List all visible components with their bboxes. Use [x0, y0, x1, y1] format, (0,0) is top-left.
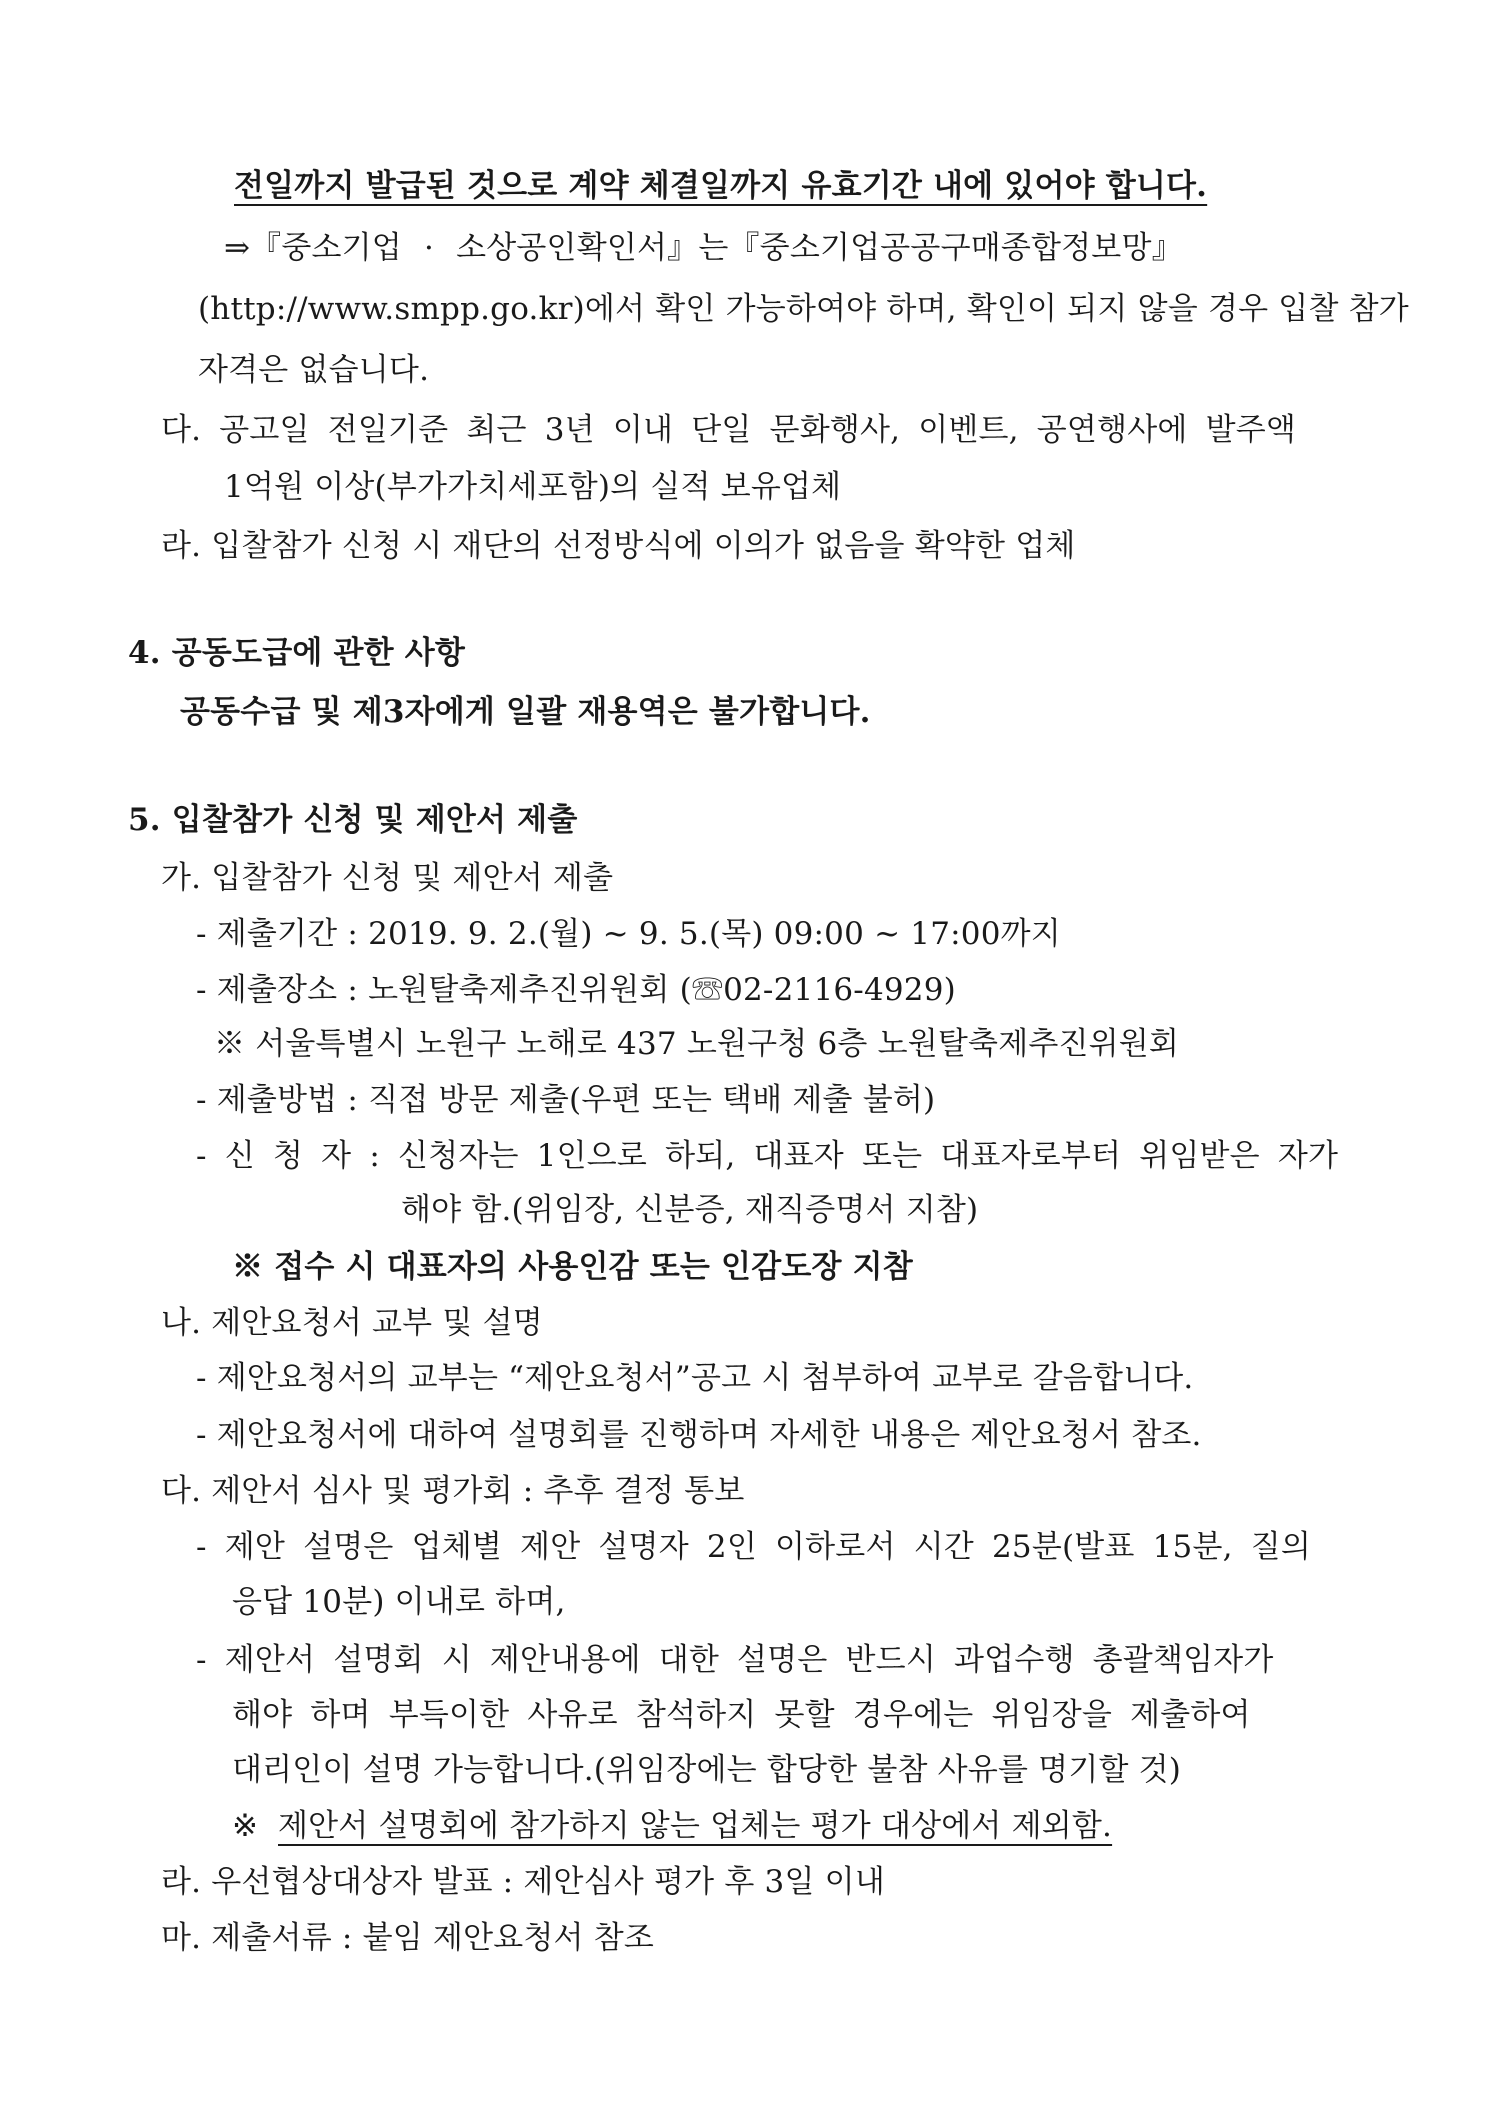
presentation-rule-cont: 응답 10분) 이내로 하며,: [232, 1584, 566, 1620]
submission-place: - 제출장소 : 노원탈축제추진위원회 (☏02-2116-4929): [196, 972, 956, 1008]
item-ma-documents: 마. 제출서류 : 붙임 제안요청서 참조: [161, 1920, 655, 1956]
item-na-heading: 나. 제안요청서 교부 및 설명: [161, 1305, 543, 1341]
certificate-notice-line: ⇒『중소기업 · 소상공인확인서』는『중소기업공공구매종합정보망』: [224, 230, 1183, 266]
certificate-eligibility-line: 자격은 없습니다.: [198, 352, 430, 388]
item-da-heading: 다. 제안서 심사 및 평가회 : 추후 결정 통보: [161, 1473, 745, 1509]
submission-address-note: ※ 서울특별시 노원구 노해로 437 노원구청 6층 노원탈축제추진위원회: [214, 1026, 1180, 1062]
validity-notice-line: 전일까지 발급된 것으로 계약 체결일까지 유효기간 내에 있어야 합니다.: [234, 168, 1208, 204]
section-4-body: 공동수급 및 제3자에게 일괄 재용역은 불가합니다.: [180, 694, 871, 730]
submission-period: - 제출기간 : 2019. 9. 2.(월) ~ 9. 5.(목) 09:00 ~ 17:00까지: [196, 916, 1061, 952]
section-5-heading: 5. 입찰참가 신청 및 제안서 제출: [128, 802, 578, 838]
presenter-rule-cont-1: 해야 하며 부득이한 사유로 참석하지 못할 경우에는 위임장을 제출하여: [232, 1697, 1251, 1733]
item-ra-pledge: 라. 입찰참가 신청 시 재단의 선정방식에 이의가 없음을 확약한 업체: [161, 528, 1076, 564]
applicant-line: - 신 청 자 : 신청자는 1인으로 하되, 대표자 또는 대표자로부터 위임받은 자가: [196, 1138, 1339, 1174]
rfp-briefing: - 제안요청서에 대하여 설명회를 진행하며 자세한 내용은 제안요청서 참조.: [196, 1417, 1202, 1453]
presenter-rule: - 제안서 설명회 시 제안내용에 대한 설명은 반드시 과업수행 총괄책임자가: [196, 1642, 1274, 1678]
item-da-performance: 다. 공고일 전일기준 최근 3년 이내 단일 문화행사, 이벤트, 공연행사에 발주액: [161, 412, 1297, 448]
item-ga-heading: 가. 입찰참가 신청 및 제안서 제출: [161, 860, 614, 896]
applicant-line-cont: 해야 함.(위임장, 신분증, 재직증명서 지참): [401, 1192, 979, 1228]
presenter-rule-cont-2: 대리인이 설명 가능합니다.(위임장에는 합당한 불참 사유를 명기할 것): [232, 1752, 1182, 1788]
rfp-distribution: - 제안요청서의 교부는 “제안요청서”공고 시 첨부하여 교부로 갈음합니다.: [196, 1360, 1194, 1396]
submission-method: - 제출방법 : 직접 방문 제출(우편 또는 택배 제출 불허): [196, 1082, 936, 1118]
presentation-rule: - 제안 설명은 업체별 제안 설명자 2인 이하로서 시간 25분(발표 15분, 질의: [196, 1529, 1312, 1565]
exclusion-note: 제안서 설명회에 참가하지 않는 업체는 평가 대상에서 제외함.: [278, 1808, 1113, 1844]
seal-required-note: ※ 접수 시 대표자의 사용인감 또는 인감도장 지참: [232, 1249, 913, 1285]
certificate-url-line: (http://www.smpp.go.kr)에서 확인 가능하여야 하며, 확인이 되지 않을 경우 입찰 참가: [198, 291, 1409, 327]
item-ra-announcement: 라. 우선협상대상자 발표 : 제안심사 평가 후 3일 이내: [161, 1864, 885, 1900]
section-4-heading: 4. 공동도급에 관한 사항: [128, 635, 466, 671]
item-da-performance-cont: 1억원 이상(부가가치세포함)의 실적 보유업체: [224, 469, 842, 505]
reference-mark: ※: [232, 1808, 259, 1844]
